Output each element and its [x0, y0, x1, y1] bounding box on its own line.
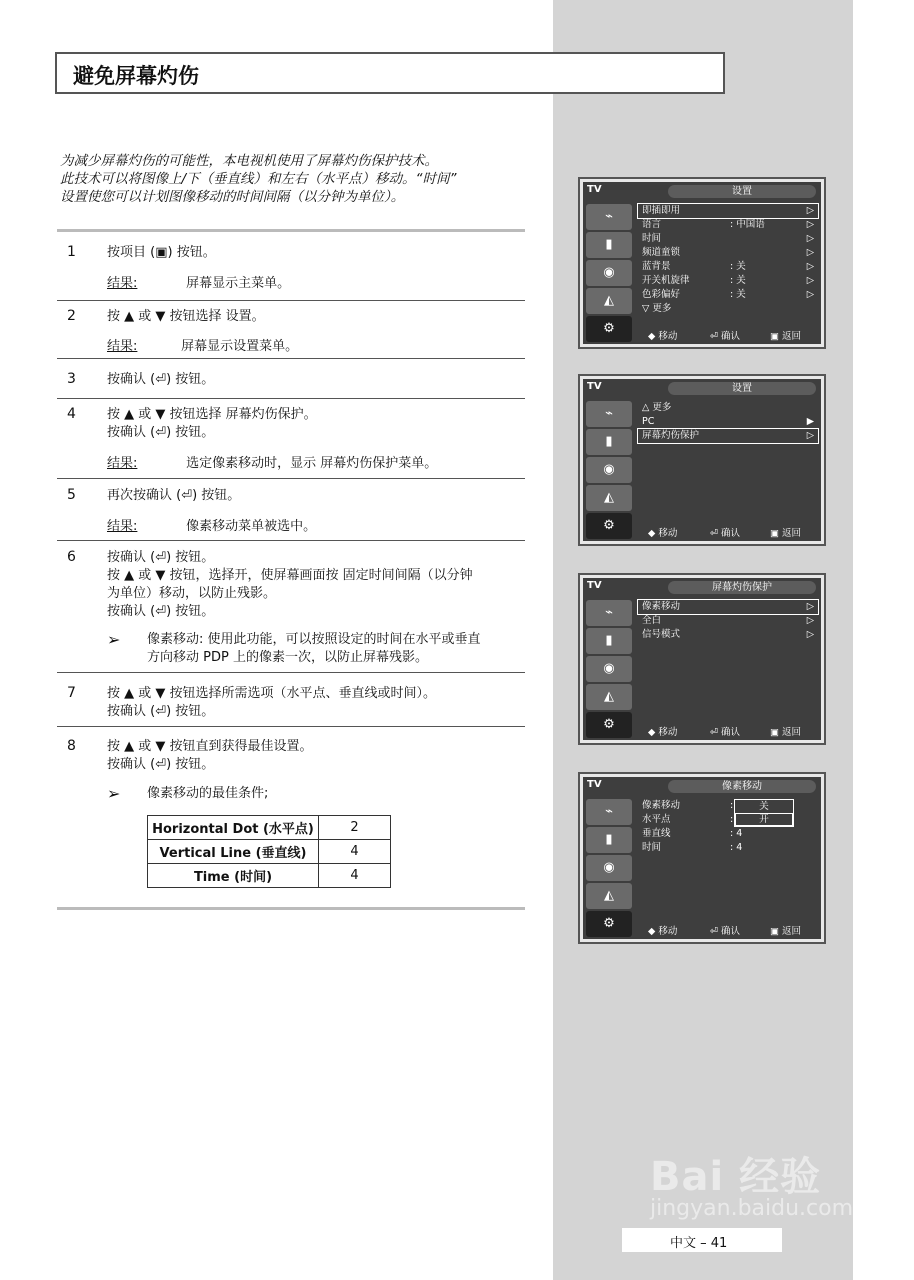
menu-item[interactable]: 色彩偏好 : 关 ▷ — [642, 289, 814, 300]
menu-header: 像素移动 — [668, 780, 816, 793]
tv-label: TV — [587, 779, 602, 790]
footer-back: ▣ 返回 — [770, 528, 801, 539]
channel-icon: ◭ — [586, 684, 632, 710]
menu-footer — [638, 922, 820, 937]
intro-line: 此技术可以将图像上/下（垂直线）和左右（水平点）移动。“时间” — [60, 171, 457, 187]
menu-footer — [638, 524, 820, 539]
tv-label: TV — [587, 580, 602, 591]
page-number: 中文 – 41 — [670, 1236, 728, 1251]
footer-move: ◆ 移动 — [648, 727, 678, 738]
picture-icon: ▮ — [586, 232, 632, 258]
menu-footer — [638, 723, 820, 738]
footer-enter: ⏎ 确认 — [710, 727, 740, 738]
note-line: 方向移动 PDP 上的像素一次，以防止屏幕残影。 — [147, 650, 428, 665]
step-number: 1 — [67, 244, 76, 260]
step-line: 按确认 (⏎) 按钮。 — [107, 757, 215, 772]
table-row — [148, 840, 391, 864]
result-label: 结果: — [107, 276, 138, 291]
step-number: 5 — [67, 487, 76, 503]
menu-item[interactable]: ▽ 更多 — [642, 303, 672, 314]
footer-back: ▣ 返回 — [770, 727, 801, 738]
footer-enter: ⏎ 确认 — [710, 528, 740, 539]
setup-icon: ⚙ — [586, 712, 632, 738]
sound-icon: ◉ — [586, 855, 632, 881]
step-line: 再次按确认 (⏎) 按钮。 — [107, 488, 241, 503]
baidu-watermark-url: jingyan.baidu.com — [650, 1196, 854, 1221]
step-line: 为单位）移动，以防止残影。 — [107, 586, 277, 601]
note-arrow-icon: ➢ — [107, 784, 121, 803]
step-line: 按 ▲ 或 ▼ 按钮直到获得最佳设置。 — [107, 739, 313, 754]
popup-option[interactable]: 开 — [735, 813, 793, 826]
table-row — [148, 816, 391, 840]
picture-icon: ▮ — [586, 429, 632, 455]
picture-icon: ▮ — [586, 827, 632, 853]
section-rule-bottom — [57, 907, 525, 910]
menu-item[interactable]: 像素移动 ▷ — [638, 600, 818, 614]
antenna-icon: ⌁ — [586, 204, 632, 230]
page-number-box — [622, 1228, 782, 1252]
tv-label: TV — [587, 184, 602, 195]
step-divider — [57, 358, 525, 359]
table-cell-name: Horizontal Dot (水平点) — [148, 816, 319, 840]
antenna-icon: ⌁ — [586, 401, 632, 427]
setup-icon: ⚙ — [586, 513, 632, 539]
intro-line: 设置使您可以计划图像移动的时间间隔（以分钟为单位）。 — [60, 189, 405, 205]
step-line: 按确认 (⏎) 按钮。 — [107, 425, 215, 440]
menu-item[interactable]: PC ▶ — [642, 416, 814, 427]
footer-move: ◆ 移动 — [648, 528, 678, 539]
baidu-watermark: Bai 经验 — [650, 1154, 822, 1200]
sound-icon: ◉ — [586, 457, 632, 483]
intro-paragraph — [60, 152, 530, 206]
menu-item[interactable]: 频道童锁 ▷ — [642, 247, 814, 258]
best-settings-table — [147, 815, 391, 888]
page-title-box — [55, 52, 725, 94]
step-number: 7 — [67, 685, 76, 701]
footer-back: ▣ 返回 — [770, 331, 801, 342]
result-text: 像素移动菜单被选中。 — [186, 519, 317, 534]
menu-item[interactable]: 像素移动 : — [642, 800, 734, 811]
step-result — [107, 272, 290, 291]
step-divider — [57, 672, 525, 673]
result-label: 结果: — [107, 456, 138, 471]
step-result — [107, 452, 437, 471]
footer-enter: ⏎ 确认 — [710, 926, 740, 937]
menu-item[interactable]: 语言 : 中国语 ▷ — [642, 219, 814, 230]
antenna-icon: ⌁ — [586, 799, 632, 825]
result-label: 结果: — [107, 519, 138, 534]
footer-move: ◆ 移动 — [648, 331, 678, 342]
picture-icon: ▮ — [586, 628, 632, 654]
table-cell-name: Vertical Line (垂直线) — [148, 840, 319, 864]
step-number: 2 — [67, 308, 76, 324]
menu-item[interactable]: 垂直线 : 4 — [642, 828, 743, 839]
step-line: 按 ▲ 或 ▼ 按钮选择 屏幕灼伤保护。 — [107, 407, 317, 422]
table-cell-value: 4 — [319, 864, 391, 888]
tv-label: TV — [587, 381, 602, 392]
step-line: 按确认 (⏎) 按钮。 — [107, 550, 215, 565]
footer-back: ▣ 返回 — [770, 926, 801, 937]
step-line: 按 ▲ 或 ▼ 按钮选择 设置。 — [107, 309, 265, 324]
page-title: 避免屏幕灼伤 — [73, 64, 199, 88]
step-number: 4 — [67, 406, 76, 422]
step-number: 8 — [67, 738, 76, 754]
note-line: 像素移动的最佳条件; — [147, 786, 269, 801]
tv-menu-burn-protection — [578, 573, 826, 745]
table-cell-name: Time (时间) — [148, 864, 319, 888]
step-line: 按确认 (⏎) 按钮。 — [107, 704, 215, 719]
table-row — [148, 864, 391, 888]
setup-icon: ⚙ — [586, 316, 632, 342]
menu-item[interactable]: 时间 : 4 — [642, 842, 743, 853]
step-divider — [57, 478, 525, 479]
step-number: 3 — [67, 371, 76, 387]
result-text: 屏幕显示设置菜单。 — [181, 339, 299, 354]
step-result — [107, 515, 316, 534]
antenna-icon: ⌁ — [586, 600, 632, 626]
setup-icon: ⚙ — [586, 911, 632, 937]
menu-item[interactable]: 信号模式 ▷ — [642, 629, 814, 640]
menu-item[interactable]: 蓝背景 : 关 ▷ — [642, 261, 814, 272]
sound-icon: ◉ — [586, 656, 632, 682]
footer-move: ◆ 移动 — [648, 926, 678, 937]
step-divider — [57, 398, 525, 399]
result-text: 选定像素移动时，显示 屏幕灼伤保护菜单。 — [186, 456, 438, 471]
step-line: 按 ▲ 或 ▼ 按钮选择所需选项（水平点、垂直线或时间）。 — [107, 686, 437, 701]
menu-item[interactable]: 开关机旋律 : 关 ▷ — [642, 275, 814, 286]
note-arrow-icon: ➢ — [107, 630, 121, 649]
step-number: 6 — [67, 549, 76, 565]
section-rule-top — [57, 229, 525, 232]
menu-item[interactable]: 即插即用 ▷ — [638, 204, 818, 218]
menu-header: 设置 — [668, 185, 816, 198]
channel-icon: ◭ — [586, 883, 632, 909]
menu-header: 设置 — [668, 382, 816, 395]
step-line: 按确认 (⏎) 按钮。 — [107, 372, 215, 387]
menu-item[interactable]: 水平点 : — [642, 814, 734, 825]
table-cell-value: 4 — [319, 840, 391, 864]
result-label: 结果: — [107, 339, 138, 354]
step-line: 按确认 (⏎) 按钮。 — [107, 604, 215, 619]
sound-icon: ◉ — [586, 260, 632, 286]
channel-icon: ◭ — [586, 288, 632, 314]
footer-enter: ⏎ 确认 — [710, 331, 740, 342]
menu-item[interactable]: △ 更多 — [642, 402, 672, 413]
step-line: 按 ▲ 或 ▼ 按钮，选择开，使屏幕画面按 固定时间间隔（以分钟 — [107, 568, 473, 583]
option-popup[interactable] — [734, 799, 794, 827]
note-line: 像素移动: 使用此功能，可以按照设定的时间在水平或垂直 — [147, 632, 481, 647]
menu-item[interactable]: 全白 ▷ — [642, 615, 814, 626]
step-result — [107, 335, 298, 354]
table-cell-value: 2 — [319, 816, 391, 840]
channel-icon: ◭ — [586, 485, 632, 511]
menu-footer — [638, 327, 820, 342]
result-text: 屏幕显示主菜单。 — [186, 276, 291, 291]
step-line: 按项目 (▣) 按钮。 — [107, 245, 216, 260]
menu-item[interactable]: 时间 ▷ — [642, 233, 814, 244]
step-divider — [57, 726, 525, 727]
tv-menu-pixel-shift — [578, 772, 826, 944]
step-divider — [57, 540, 525, 541]
tv-menu-setup-more — [578, 374, 826, 546]
step-divider — [57, 300, 525, 301]
menu-header: 屏幕灼伤保护 — [668, 581, 816, 594]
intro-line: 为减少屏幕灼伤的可能性，本电视机使用了屏幕灼伤保护技术。 — [60, 153, 438, 169]
menu-item[interactable]: 屏幕灼伤保护 ▷ — [638, 429, 818, 443]
popup-option[interactable]: 关 — [759, 801, 769, 812]
tv-menu-setup — [578, 177, 826, 349]
